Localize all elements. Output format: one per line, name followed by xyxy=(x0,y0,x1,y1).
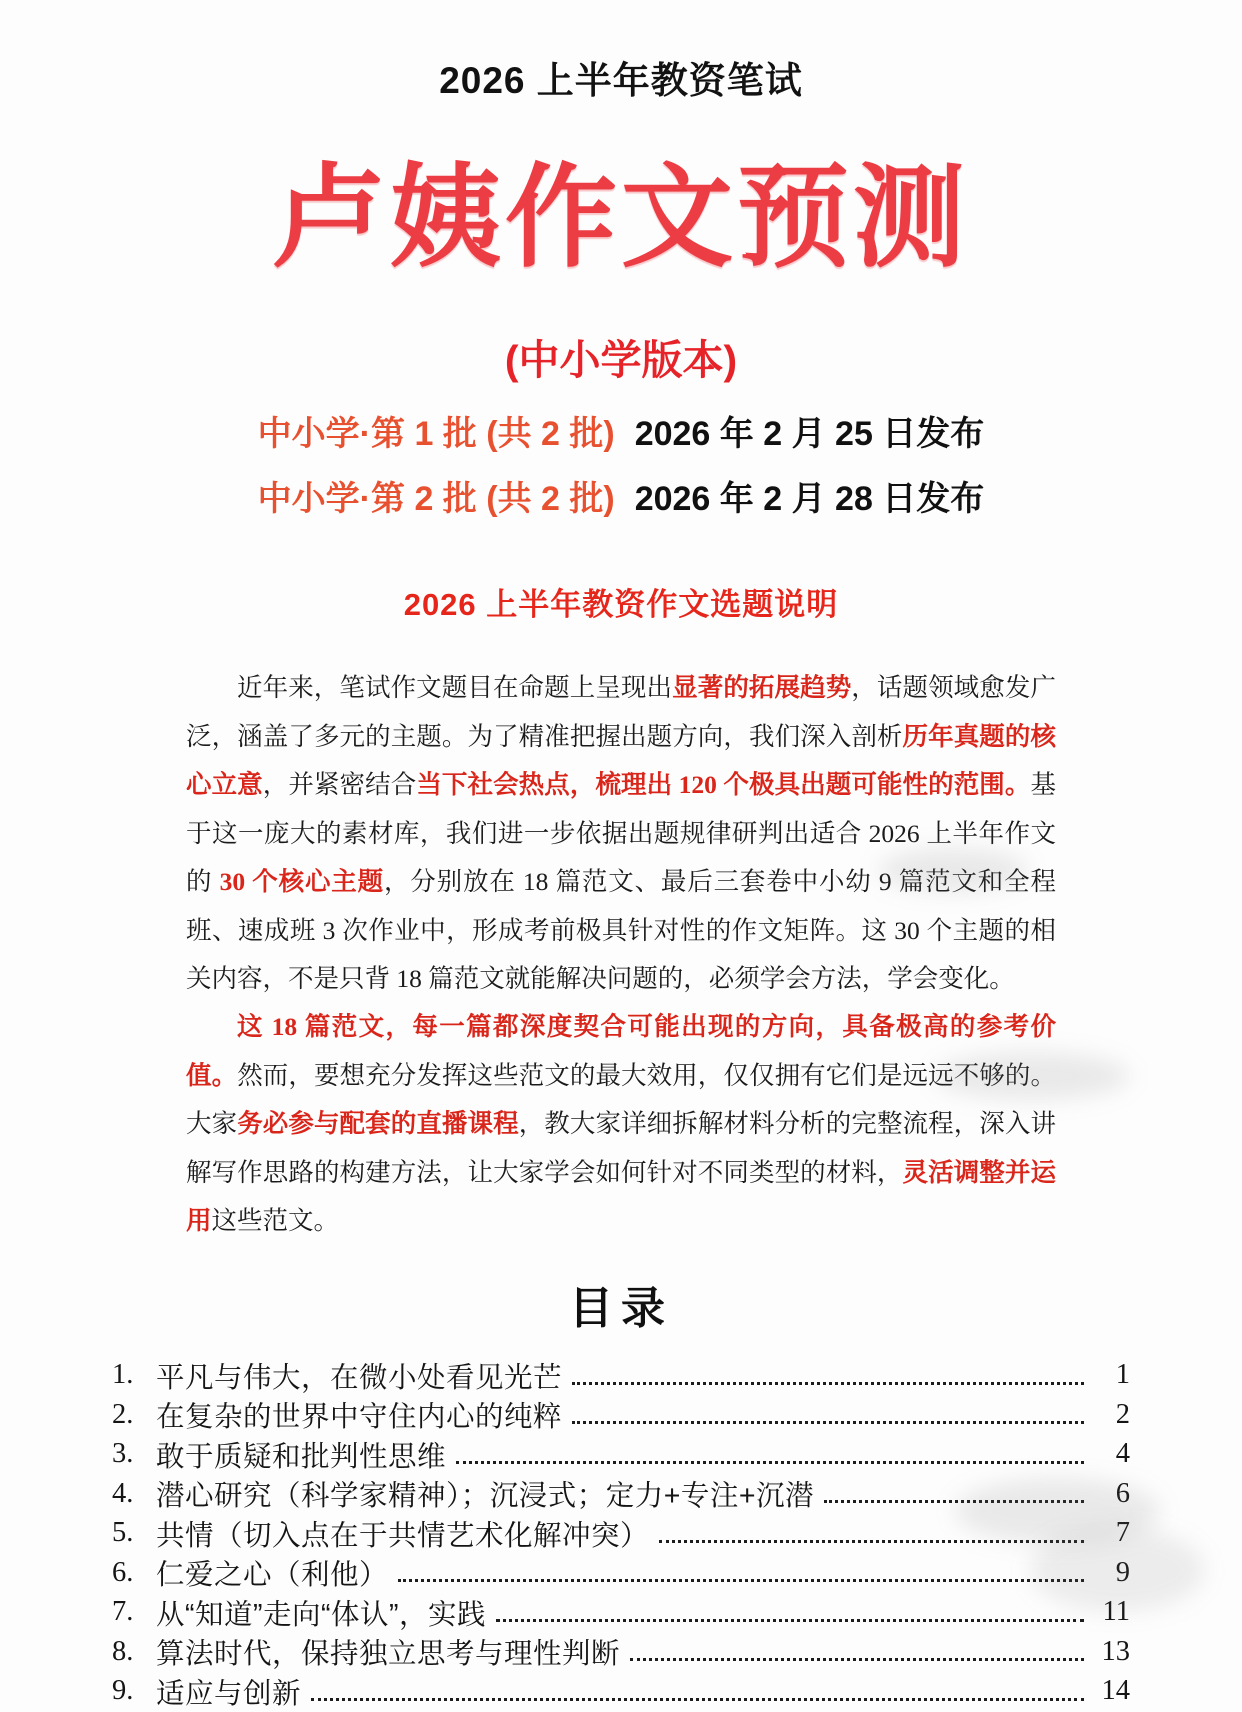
body-text-segment: ，话题领域愈发广泛，涵盖了多元的主题。为了精准把握出题方向，我们深入剖析 xyxy=(186,673,1056,751)
highlighted-text: 务必参与配套的直播课程 xyxy=(237,1109,519,1139)
body-text-segment: ，教大家详细拆解材料分析的完整流程，深入讲解写作思路的构建方法，让大家学会如何针对不同类型的材料， xyxy=(186,1109,1056,1187)
dot-leader xyxy=(398,1579,1084,1582)
toc-item-number: 7. xyxy=(112,1596,134,1628)
toc-item-title: 仁爱之心（利他） xyxy=(156,1559,389,1592)
toc-item xyxy=(112,1672,1130,1712)
toc-item-title: 适应与创新 xyxy=(156,1677,302,1710)
dot-leader xyxy=(496,1619,1084,1622)
toc-item-page: 1 xyxy=(1115,1359,1130,1391)
intro-paragraph xyxy=(186,1003,1056,1245)
toc-item-page: 9 xyxy=(1115,1556,1130,1588)
toc-item-page: 7 xyxy=(1115,1517,1130,1549)
release-batch: 中小学·第 1 批 (共 2 批) xyxy=(257,414,615,453)
dot-leader xyxy=(572,1421,1084,1424)
toc-item-page: 2 xyxy=(1115,1398,1130,1430)
dot-leader xyxy=(572,1382,1084,1385)
toc-item xyxy=(112,1435,1130,1475)
toc-item-number: 6. xyxy=(112,1556,134,1588)
body-text-segment: 近年来，笔试作文题目在命题上呈现出 xyxy=(237,673,673,703)
toc-item-title: 在复杂的世界中守住内心的纯粹 xyxy=(156,1401,563,1434)
exam-session-title: 2026 上半年教资笔试 xyxy=(439,60,803,101)
toc-item xyxy=(112,1356,1130,1396)
toc-item-page: 4 xyxy=(1115,1438,1130,1470)
release-row xyxy=(0,479,1242,520)
dot-leader xyxy=(824,1500,1084,1503)
toc-item xyxy=(112,1514,1130,1554)
toc-item xyxy=(112,1553,1130,1593)
release-row xyxy=(0,414,1242,455)
dot-leader xyxy=(630,1658,1084,1661)
intro-paragraphs xyxy=(186,664,1056,1245)
main-title: 卢姨作文预测 xyxy=(273,155,969,280)
body-text-segment: ，分别放在 18 篇范文、最后三套卷中小幼 9 篇范文和全程班、速成班 3 次作业中，形成考前极具针对性的作文矩阵。这 30 个主题的相关内容，不是只背 18 篇范文就能解决问题的，必须学会方法，学会变化。 xyxy=(186,867,1056,994)
toc-item-title: 从“知道”走向“体认”，实践 xyxy=(156,1598,486,1631)
toc-list xyxy=(112,1356,1130,1712)
dot-leader xyxy=(456,1461,1084,1464)
document-page xyxy=(0,50,1242,1710)
highlighted-text: 当下社会热点，梳理出 120 个极具出题可能性的范围。 xyxy=(416,770,1031,800)
highlighted-text: 灵活调整并运用 xyxy=(186,1157,1056,1236)
highlighted-text: 这 18 篇范文，每一篇都深度契合可能出现的方向，具备极高的参考价值。 xyxy=(186,1012,1056,1090)
toc-item-title: 潜心研究（科学家精神）；沉浸式；定力+专注+沉潜 xyxy=(156,1480,815,1513)
toc-item-title: 平凡与伟大，在微小处看见光芒 xyxy=(156,1361,563,1394)
toc-item-number: 1. xyxy=(112,1359,134,1391)
toc-item-number: 4. xyxy=(112,1477,134,1509)
toc-title: 目录 xyxy=(569,1283,673,1333)
body-text-segment: 然而，要想充分发挥这些范文的最大效用，仅仅拥有它们是远远不够的。大家 xyxy=(186,1060,1056,1139)
toc-item xyxy=(112,1395,1130,1435)
release-batch: 中小学·第 2 批 (共 2 批) xyxy=(257,479,615,518)
toc-item-title: 共情（切入点在于共情艺术化解冲突） xyxy=(156,1519,650,1552)
release-date: 2026 年 2 月 25 日发布 xyxy=(634,414,985,453)
body-text-segment: 这些范文。 xyxy=(211,1206,340,1236)
toc-item-title: 敢于质疑和批判性思维 xyxy=(156,1440,447,1473)
body-text-segment: 基于这一庞大的素材库，我们进一步依据出题规律研判出适合 2026 上半年作文的 xyxy=(186,770,1056,897)
toc-item-page: 14 xyxy=(1101,1675,1130,1707)
dot-leader xyxy=(659,1540,1084,1543)
toc-item-title: 算法时代，保持独立思考与理性判断 xyxy=(156,1638,621,1671)
toc-item-number: 2. xyxy=(112,1398,134,1430)
toc-item xyxy=(112,1593,1130,1633)
release-schedule xyxy=(0,414,1242,520)
body-text-segment: ，并紧密结合 xyxy=(262,770,417,800)
toc-item-number: 8. xyxy=(112,1635,134,1667)
toc-item-page: 6 xyxy=(1115,1477,1130,1509)
toc-item-page: 11 xyxy=(1102,1596,1130,1628)
section-heading: 2026 上半年教资作文选题说明 xyxy=(403,587,839,623)
toc-item xyxy=(112,1474,1130,1514)
toc-item-number: 9. xyxy=(112,1675,134,1707)
intro-paragraph xyxy=(186,664,1056,1003)
dot-leader xyxy=(311,1698,1084,1701)
highlighted-text: 历年真题的核心立意 xyxy=(186,721,1056,800)
toc-item xyxy=(112,1632,1130,1672)
toc-item-page: 13 xyxy=(1101,1635,1130,1667)
highlighted-text: 显著的拓展趋势 xyxy=(672,673,852,703)
toc-item-number: 5. xyxy=(112,1517,134,1549)
toc-item-number: 3. xyxy=(112,1438,134,1470)
highlighted-text: 30 个核心主题 xyxy=(219,867,384,897)
release-date: 2026 年 2 月 28 日发布 xyxy=(634,479,985,518)
edition-subtitle: (中小学版本) xyxy=(504,336,738,383)
